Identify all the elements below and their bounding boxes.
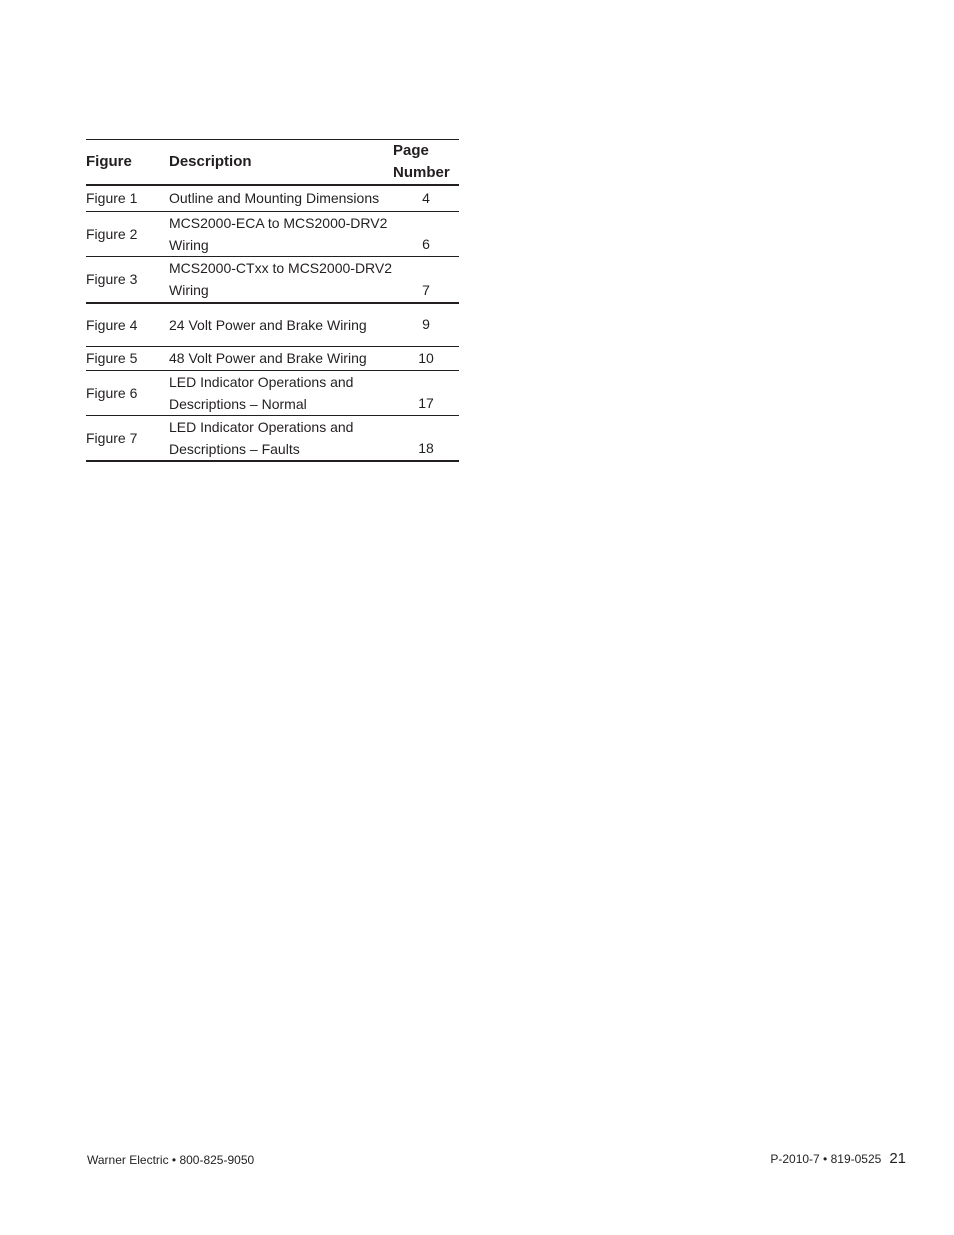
table-row: [86, 211, 459, 256]
table-row: [86, 346, 459, 370]
description-cell: MCS2000-CTxx to MCS2000-DRV2 Wiring: [169, 260, 393, 299]
description-cell: MCS2000-ECA to MCS2000-DRV2 Wiring: [169, 214, 388, 253]
figure-cell: Figure 7: [86, 429, 138, 446]
figure-cell: Figure 3: [86, 271, 138, 288]
page-cell: 18: [418, 439, 434, 456]
footer-right: [770, 1150, 906, 1168]
header-page-line2: Number: [393, 164, 450, 181]
figure-cell: Figure 6: [86, 384, 138, 401]
description-cell: Outline and Mounting Dimensions: [169, 190, 380, 207]
description-cell: 24 Volt Power and Brake Wiring: [169, 316, 367, 333]
table-row: [86, 185, 459, 211]
page-cell: 17: [418, 394, 434, 411]
header-description: Description: [169, 153, 252, 170]
page-cell: 9: [422, 316, 430, 333]
header-page-number: [393, 140, 459, 186]
figure-cell: Figure 4: [86, 316, 138, 333]
page-cell: 6: [422, 235, 430, 252]
figure-cell: Figure 5: [86, 350, 138, 366]
footer-doc-number: P-2010-7 • 819-0525: [770, 1152, 882, 1166]
header-figure: Figure: [86, 153, 132, 170]
page-cell: 4: [422, 189, 430, 206]
footer-company-phone: Warner Electric • 800-825-9050: [87, 1153, 255, 1167]
page-number: 21: [889, 1150, 906, 1167]
table-header-row: [86, 140, 459, 186]
table-row: [86, 256, 459, 303]
page-cell: 7: [422, 282, 430, 298]
figures-table: [86, 139, 459, 462]
table-row: [86, 303, 459, 346]
page-cell: 10: [418, 349, 434, 366]
description-cell: LED Indicator Operations and Descriptions – Faults: [169, 418, 354, 457]
figure-cell: Figure 1: [86, 190, 138, 207]
table-row: [86, 370, 459, 415]
description-cell: LED Indicator Operations and Descriptions – Normal: [169, 373, 354, 412]
header-page-line1: Page: [393, 142, 429, 159]
description-cell: 48 Volt Power and Brake Wiring: [169, 350, 367, 366]
table-row: [86, 415, 459, 461]
figure-cell: Figure 2: [86, 225, 138, 242]
